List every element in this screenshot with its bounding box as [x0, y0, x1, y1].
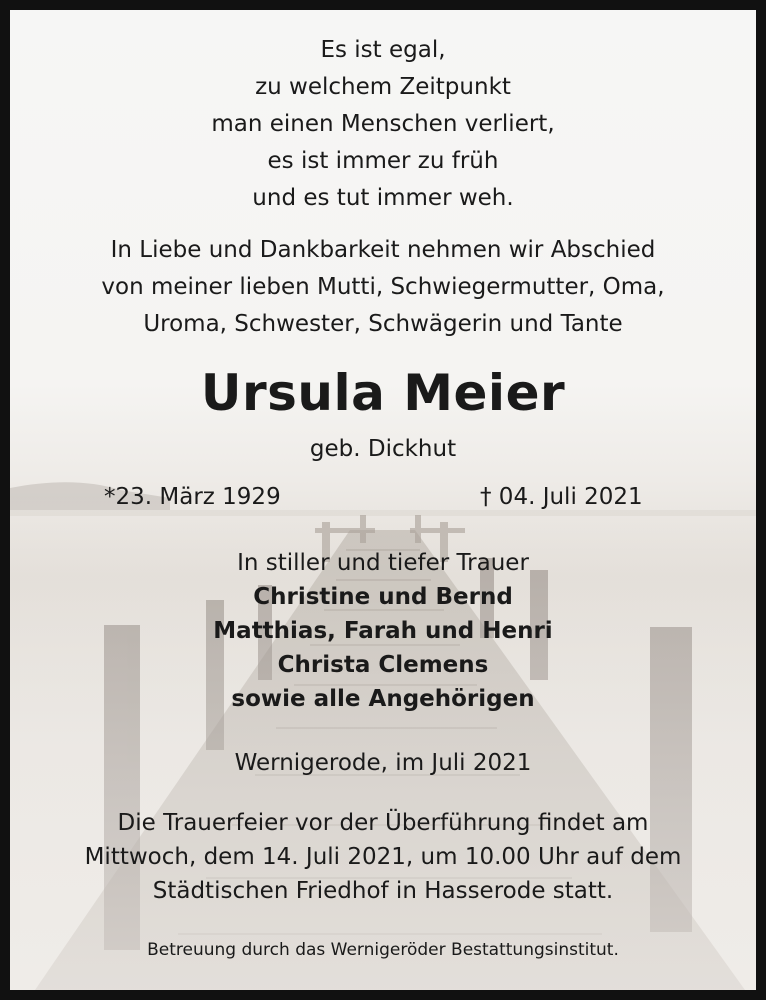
mourner-name: Christine und Bernd — [253, 584, 513, 610]
mourner-name: Christa Clemens — [277, 652, 489, 678]
obituary-notice — [10, 10, 756, 990]
intro-line: von meiner lieben Mutti, Schwiegermutter, Oma, — [101, 274, 665, 300]
service-info-line: Die Trauerfeier vor der Überführung findet am — [117, 810, 649, 836]
intro-line: Uroma, Schwester, Schwägerin und Tante — [143, 311, 623, 337]
mourner-name: sowie alle Angehörigen — [231, 686, 535, 712]
death-date: † 04. Juli 2021 — [480, 484, 643, 510]
poem-line: zu welchem Zeitpunkt — [255, 74, 511, 100]
maiden-name: geb. Dickhut — [309, 436, 457, 462]
mourner-name: Matthias, Farah und Henri — [213, 618, 553, 644]
service-info-line: Städtischen Friedhof in Hasserode statt. — [152, 878, 614, 904]
poem-line: es ist immer zu früh — [267, 148, 499, 174]
funeral-home-credit: Betreuung durch das Wernigeröder Bestattungsinstitut. — [147, 940, 619, 960]
poem-line: man einen Menschen verliert, — [211, 111, 555, 137]
intro-line: In Liebe und Dankbarkeit nehmen wir Abschied — [110, 237, 656, 263]
birth-date: *23. März 1929 — [104, 484, 281, 510]
mourning-intro: In stiller und tiefer Trauer — [237, 550, 529, 576]
deceased-name: Ursula Meier — [200, 364, 566, 422]
poem-line: Es ist egal, — [320, 37, 446, 63]
service-info-line: Mittwoch, dem 14. Juli 2021, um 10.00 Uhr auf dem — [84, 844, 682, 870]
poem-line: und es tut immer weh. — [252, 185, 514, 211]
place-date: Wernigerode, im Juli 2021 — [234, 750, 532, 776]
